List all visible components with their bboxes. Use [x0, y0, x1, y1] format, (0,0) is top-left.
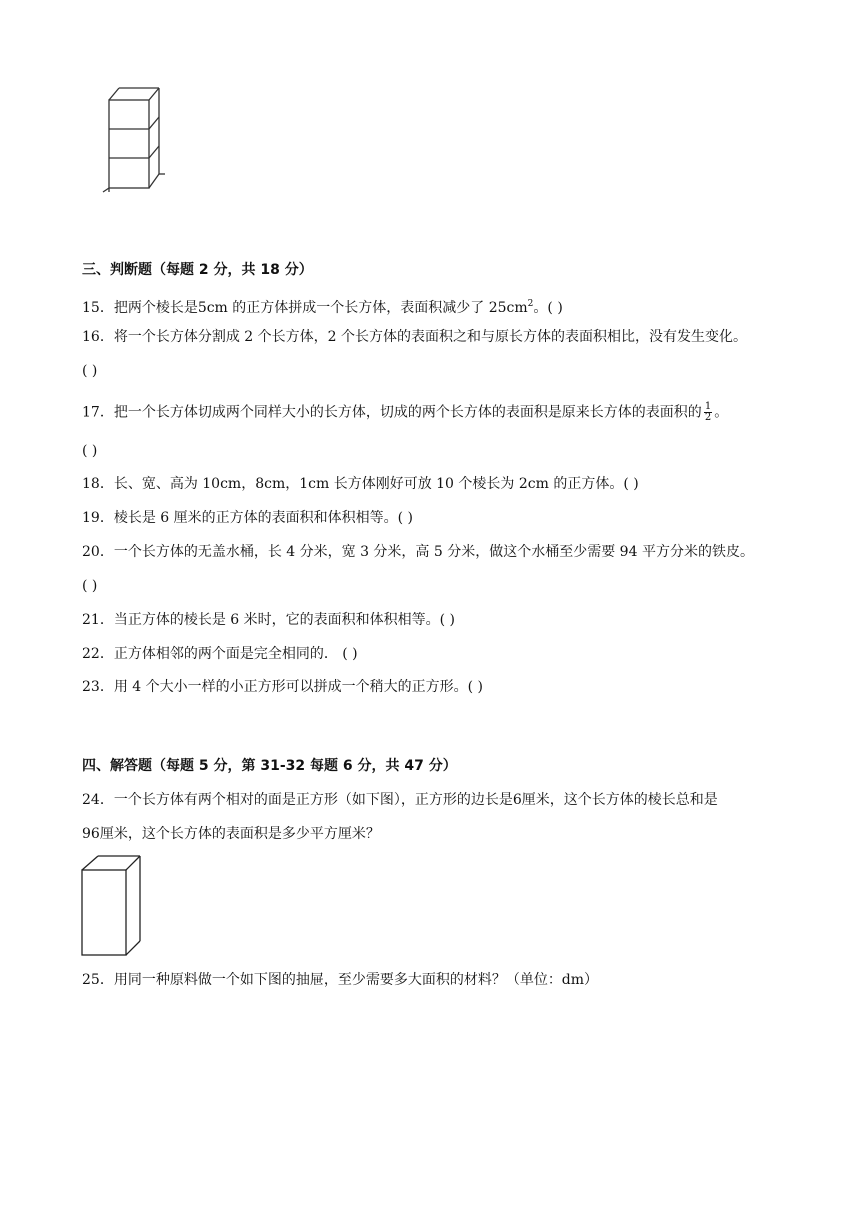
- question-24-line-1: 24．一个长方体有两个相对的面是正方形（如下图），正方形的边长是6厘米，这个长方体的棱长总和是: [82, 792, 718, 808]
- question-15: [82, 294, 563, 318]
- section-4-title: 四、解答题（每题 5 分，第 31-32 每题 6 分，共 47 分）: [82, 758, 457, 774]
- question-20-text: 20．一个长方体的无盖水桶，长 4 分米，宽 3 分米，高 5 分米，做这个水桶至少需要 94 平方分米的铁皮。: [82, 544, 754, 560]
- question-17-tail: 。: [714, 404, 729, 421]
- stacked-cubes-figure: [95, 80, 175, 195]
- question-16-text: 16．将一个长方体分割成 2 个长方体，2 个长方体的表面积之和与原长方体的表面积相比，没有发生变化。: [82, 329, 747, 345]
- question-17: [82, 402, 728, 423]
- question-15-answer-blank[interactable]: 。( ): [533, 300, 563, 316]
- cuboid-figure: [78, 852, 148, 960]
- section-3-title: 三、判断题（每题 2 分，共 18 分）: [82, 262, 313, 278]
- question-20-answer-blank[interactable]: ( ): [82, 578, 98, 594]
- question-16-answer-blank[interactable]: ( ): [82, 363, 98, 379]
- fraction-one-half: $\frac{1}{2}$: [704, 401, 712, 423]
- question-23: 23．用 4 个大小一样的小正方形可以拼成一个稍大的正方形。( ): [82, 679, 483, 695]
- question-19: 19．棱长是 6 厘米的正方体的表面积和体积相等。( ): [82, 510, 413, 526]
- question-25: 25．用同一种原料做一个如下图的抽屉，至少需要多大面积的材料？（单位：dm）: [82, 972, 599, 988]
- question-15-text: 15．把两个棱长是5cm 的正方体拼成一个长方体，表面积减少了 25cm: [82, 300, 528, 316]
- question-22: 22．正方体相邻的两个面是完全相同的． ( ): [82, 646, 358, 662]
- question-18: 18．长、宽、高为 10cm，8cm，1cm 长方体刚好可放 10 个棱长为 2cm 的正方体。( ): [82, 476, 639, 492]
- question-17-text: 17．把一个长方体切成两个同样大小的长方体，切成的两个长方体的表面积是原来长方体的表面积的: [82, 404, 702, 421]
- question-24-line-2: 96厘米，这个长方体的表面积是多少平方厘米？: [82, 826, 380, 842]
- question-21: 21．当正方体的棱长是 6 米时，它的表面积和体积相等。( ): [82, 612, 455, 628]
- question-17-answer-blank[interactable]: ( ): [82, 443, 98, 459]
- question-15-superscript: 2: [527, 299, 534, 309]
